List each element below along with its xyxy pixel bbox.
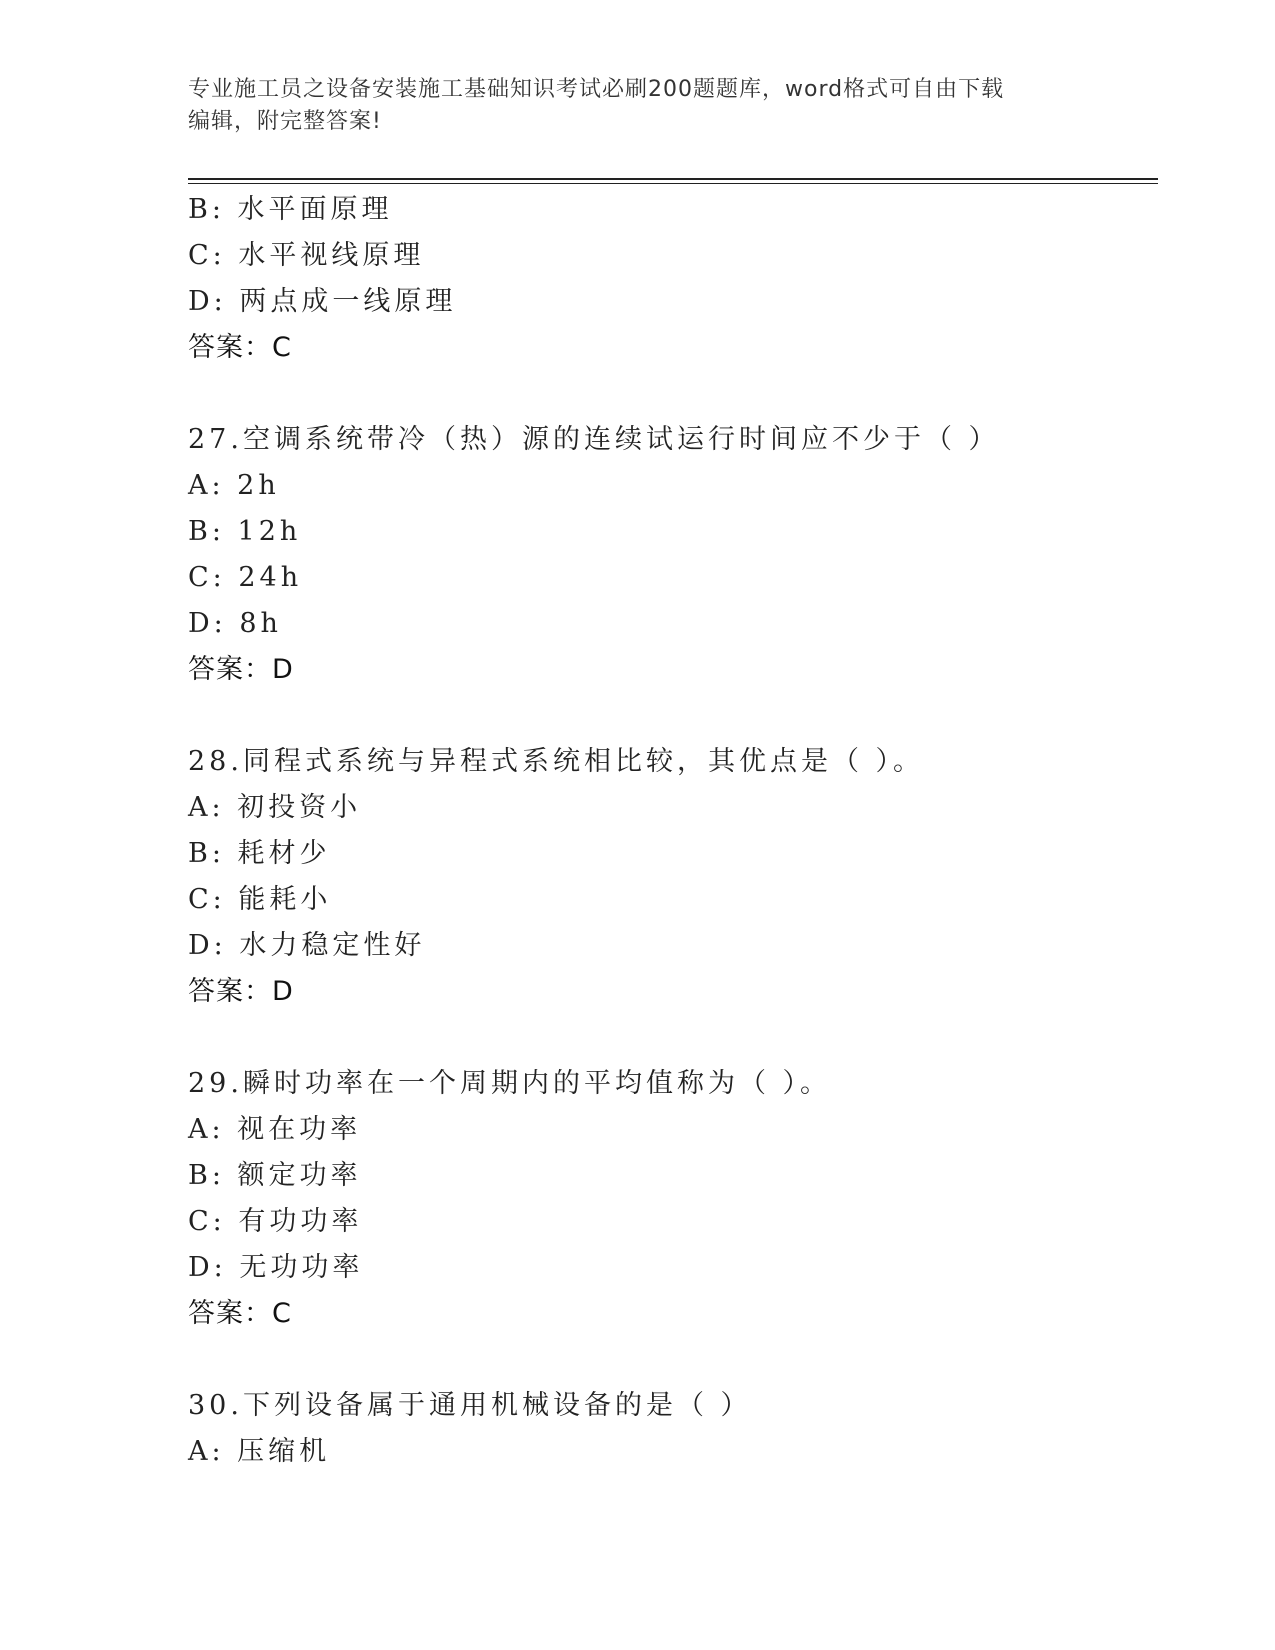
question-text: 30.下列设备属于通用机械设备的是（ ） bbox=[188, 1390, 752, 1421]
question-text: 28.同程式系统与异程式系统相比较，其优点是（ ）。 bbox=[188, 746, 925, 777]
option-c: C: 水平视线原理 bbox=[188, 240, 425, 271]
option-b: B: 12h bbox=[188, 516, 302, 547]
question-27 bbox=[188, 417, 1158, 693]
option-a: A: 压缩机 bbox=[188, 1436, 331, 1467]
option-b: B: 耗材少 bbox=[188, 838, 331, 869]
option-d: D: 8h bbox=[188, 608, 282, 639]
question-text: 29.瞬时功率在一个周期内的平均值称为（ ）。 bbox=[188, 1068, 832, 1099]
option-d: D: 水力稳定性好 bbox=[188, 930, 426, 961]
header-line-1: 专业施工员之设备安装施工基础知识考试必刷200题题库，word格式可自由下载 bbox=[188, 77, 1005, 102]
option-b: B: 水平面原理 bbox=[188, 194, 393, 225]
question-30 bbox=[188, 1383, 1158, 1475]
option-a: A: 视在功率 bbox=[188, 1114, 362, 1145]
answer-line: 答案：C bbox=[188, 332, 292, 363]
header-divider-thin bbox=[188, 183, 1158, 184]
document-header bbox=[188, 74, 1088, 138]
option-c: C: 24h bbox=[188, 562, 303, 593]
option-a: A: 初投资小 bbox=[188, 792, 362, 823]
option-c: C: 有功功率 bbox=[188, 1206, 363, 1237]
spacer bbox=[188, 1337, 1158, 1383]
option-d: D: 两点成一线原理 bbox=[188, 286, 457, 317]
answer-line: 答案：D bbox=[188, 976, 294, 1007]
option-b: B: 额定功率 bbox=[188, 1160, 362, 1191]
question-29 bbox=[188, 1061, 1158, 1337]
spacer bbox=[188, 1015, 1158, 1061]
question-28 bbox=[188, 739, 1158, 1015]
spacer bbox=[188, 371, 1158, 417]
header-divider-thick bbox=[188, 178, 1158, 180]
question-26 bbox=[188, 187, 1158, 371]
question-text: 27.空调系统带冷（热）源的连续试运行时间应不少于（ ） bbox=[188, 424, 1000, 455]
answer-line: 答案：D bbox=[188, 654, 294, 685]
option-a: A: 2h bbox=[188, 470, 280, 501]
spacer bbox=[188, 693, 1158, 739]
header-line-2: 编辑，附完整答案! bbox=[188, 109, 382, 134]
answer-line: 答案：C bbox=[188, 1298, 292, 1329]
question-list bbox=[188, 187, 1158, 1475]
option-c: C: 能耗小 bbox=[188, 884, 332, 915]
option-d: D: 无功功率 bbox=[188, 1252, 364, 1283]
